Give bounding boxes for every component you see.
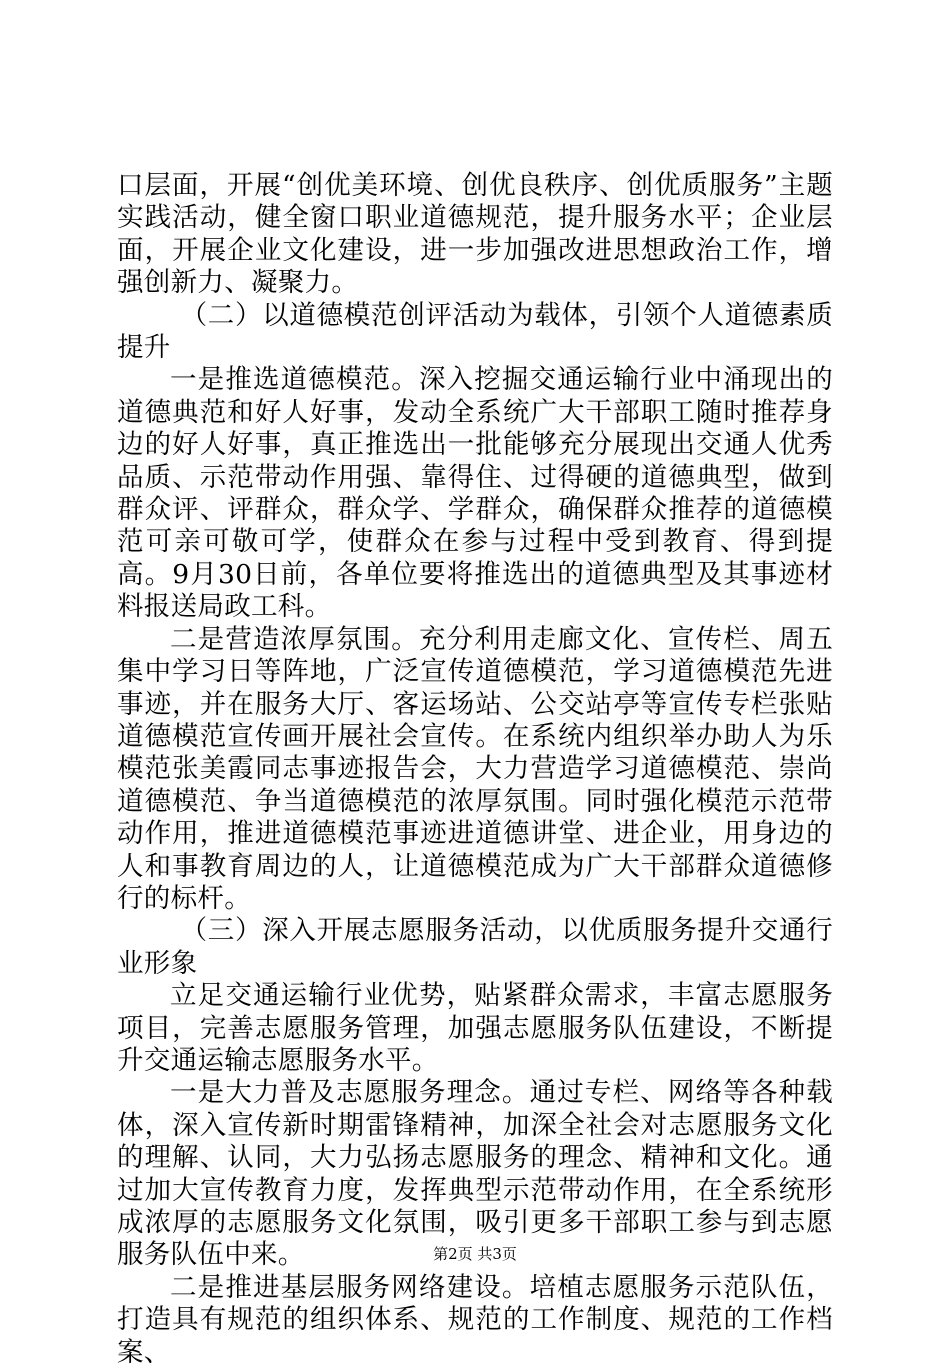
paragraph-recommend-models: 一是推选道德模范。深入挖掘交通运输行业中涌现出的道德典范和好人好事，发动全系统广大干部职工随时推荐身边的好人好事，真正推选出一批能够充分展现出交通人优秀品质、示范带动作用强、靠得住、过得硬的道德典型，做到群众评、评群众，群众学、学群众，确保群众推荐的道德模范可亲可敬可学，使群众在参与过程中受到教育、得到提高。9月30日前，各单位要将推选出的道德典型及其事迹材料报送局政工科。 xyxy=(117,364,833,623)
paragraph-volunteer-intro: 立足交通运输行业优势，贴紧群众需求，丰富志愿服务项目，完善志愿服务管理，加强志愿服务队伍建设，不断提升交通运输志愿服务水平。 xyxy=(117,980,833,1076)
paragraph-continued: 口层面，开展“创优美环境、创优良秩序、创优质服务”主题实践活动，健全窗口职业道德规范，提升服务水平；企业层面，开展企业文化建设，进一步加强改进思想政治工作，增强创新力、凝聚力。 xyxy=(117,170,833,299)
section-heading-2: （二）以道德模范创评活动为载体，引领个人道德素质提升 xyxy=(117,299,833,364)
page-number-footer: 第2页 共3页 xyxy=(433,1245,517,1263)
section-heading-3: （三）深入开展志愿服务活动，以优质服务提升交通行业形象 xyxy=(117,915,833,979)
paragraph-volunteer-concept: 一是大力普及志愿服务理念。通过专栏、网络等各种载体，深入宣传新时期雷锋精神，加深全社会对志愿服务文化的理解、认同，大力弘扬志愿服务的理念、精神和文化。通过加大宣传教育力度，发挥典型示范带动作用，在全系统形成浓厚的志愿服务文化氛围，吸引更多干部职工参与到志愿服务队伍中来。 xyxy=(117,1077,833,1271)
document-body xyxy=(117,170,833,1369)
paragraph-create-atmosphere: 二是营造浓厚氛围。充分利用走廊文化、宣传栏、周五集中学习日等阵地，广泛宣传道德模范，学习道德模范先进事迹，并在服务大厅、客运场站、公交站亭等宣传专栏张贴道德模范宣传画开展社会宣传。在系统内组织举办助人为乐模范张美霞同志事迹报告会，大力营造学习道德模范、崇尚道德模范、争当道德模范的浓厚氛围。同时强化模范示范带动作用，推进道德模范事迹进道德讲堂、进企业，用身边的人和事教育周边的人，让道德模范成为广大干部群众道德修行的标杆。 xyxy=(117,623,833,914)
paragraph-grassroots-network: 二是推进基层服务网络建设。培植志愿服务示范队伍，打造具有规范的组织体系、规范的工作制度、规范的工作档案、 xyxy=(117,1271,833,1368)
